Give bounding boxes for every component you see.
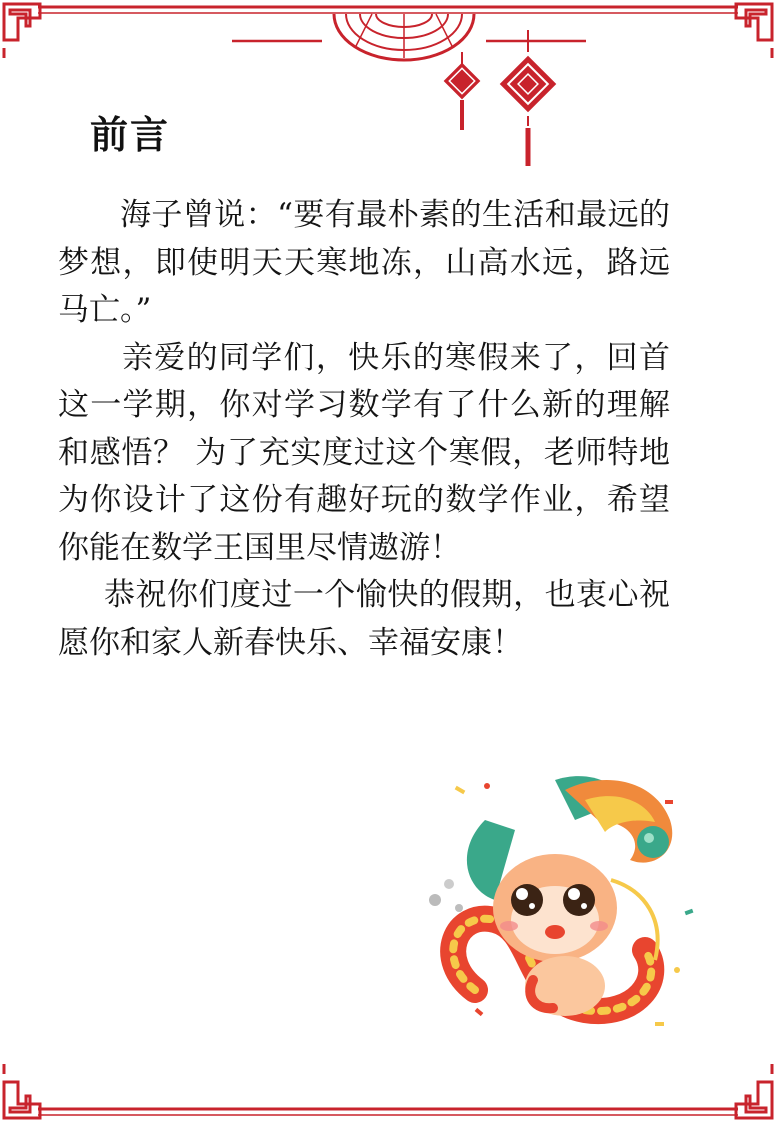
corner-ornament-top-right (736, 4, 772, 58)
corner-ornament-bottom-right (736, 1064, 772, 1118)
preface-body (58, 192, 670, 667)
fan-ornament (232, 14, 586, 60)
paragraph-holiday-message: 亲爱的同学们，快乐的寒假来了，回首这一学期，你对学习数学有了什么新的理解和感悟？ 为了充实度过这个寒假，老师特地为你设计了这份有趣好玩的数学作业，希望你能在数学王国里尽情遨游！ (58, 339, 670, 566)
page-title: 前言 (90, 113, 171, 157)
paragraph-quote: 海子曾说：“要有最朴素的生活和最远的梦想，即使明天天寒地冻，山高水远，路远马亡。” (58, 197, 670, 328)
chinese-knot-icon (444, 30, 557, 166)
corner-ornament-bottom-left (4, 1064, 40, 1118)
corner-ornament-top-left (4, 4, 40, 58)
cartoon-dragon-icon (415, 760, 705, 1050)
paragraph-new-year-wishes: 恭祝你们度过一个愉快的假期，也衷心祝愿你和家人新春快乐、幸福安康！ (58, 577, 670, 661)
